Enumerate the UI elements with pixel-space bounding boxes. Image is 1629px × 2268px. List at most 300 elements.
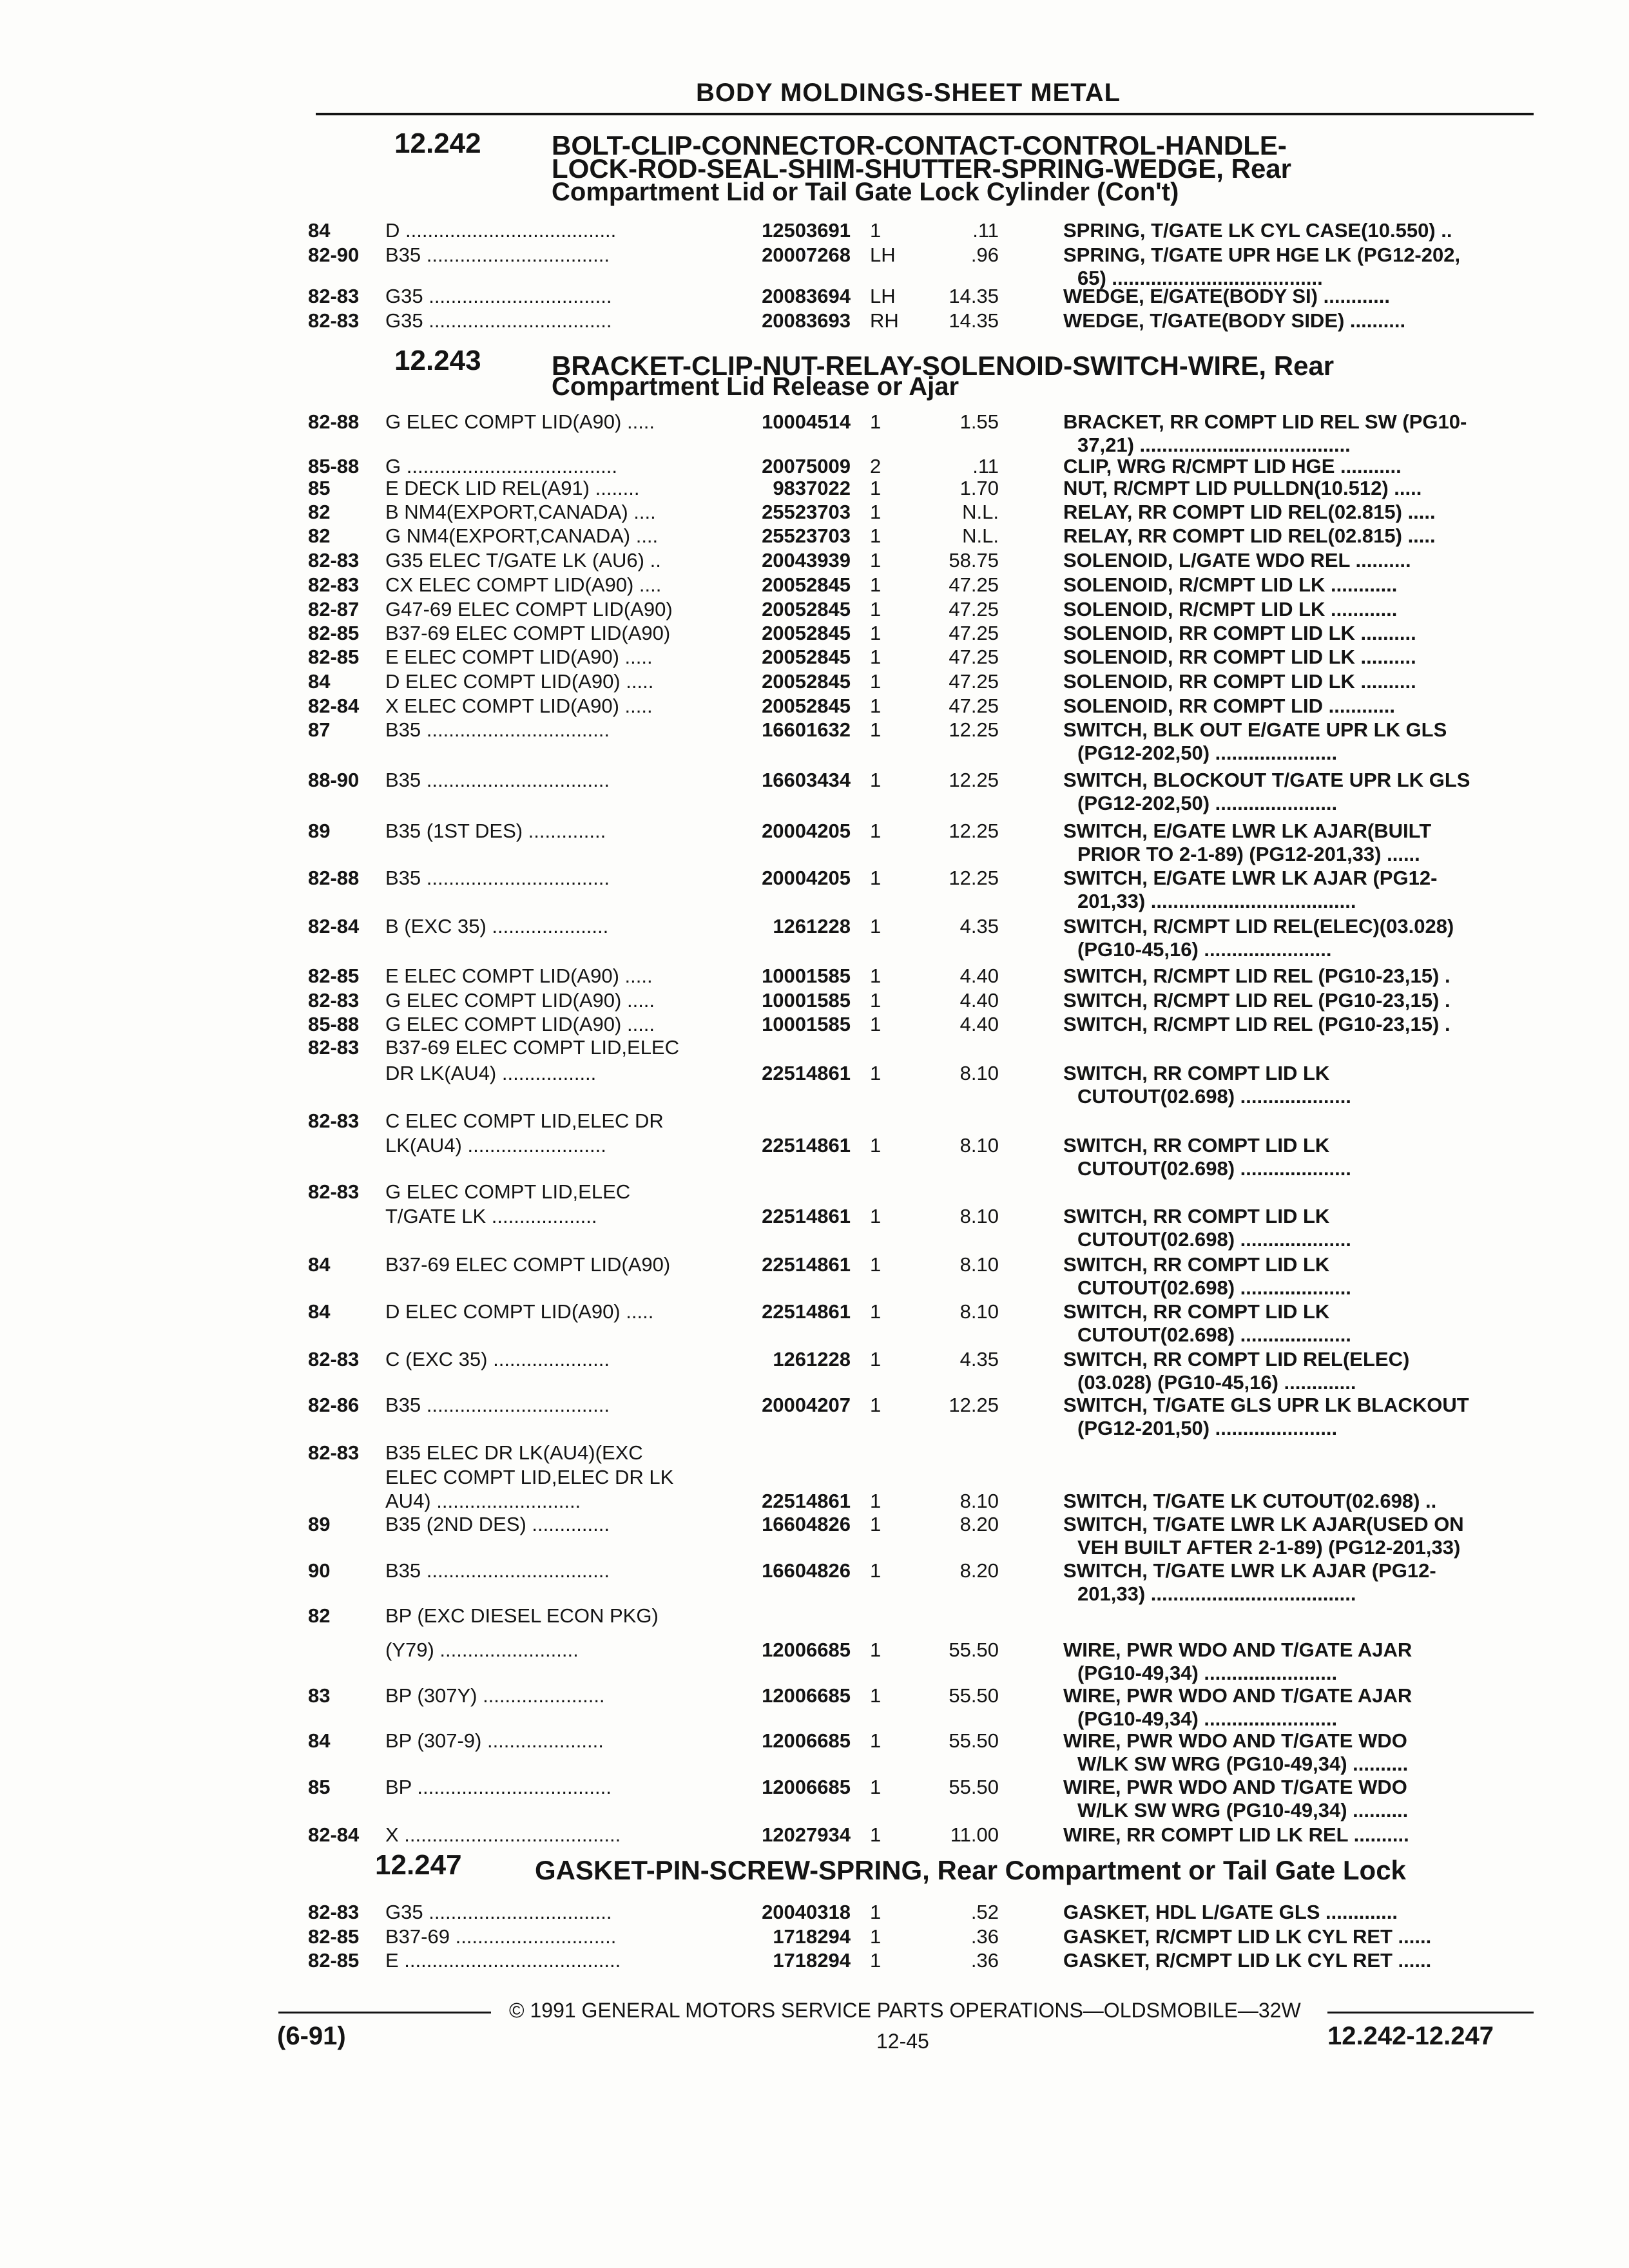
part-row: [0, 1348, 1629, 1394]
part-qty: 1: [870, 670, 882, 693]
part-code: G35 .................................: [385, 285, 612, 307]
part-price: 4.40: [959, 1013, 999, 1035]
part-qty: 1: [870, 1559, 882, 1582]
part-code: G35 .................................: [385, 1901, 612, 1923]
part-pn: 16604826: [762, 1513, 851, 1535]
part-code: BP (307-9) .....................: [385, 1729, 604, 1752]
part-desc: SWITCH, RR COMPT LID REL(ELEC): [1063, 1348, 1410, 1370]
part-row: [0, 219, 1629, 245]
part-row: [0, 915, 1629, 961]
part-desc: GASKET, R/CMPT LID LK CYL RET ......: [1063, 1925, 1432, 1948]
part-qty: 1: [870, 646, 882, 668]
part-code: D ......................................: [385, 219, 617, 242]
part-pn: 22514861: [762, 1490, 851, 1512]
part-qty: 1: [870, 867, 882, 889]
part-code: B NM4(EXPORT,CANADA) ....: [385, 501, 656, 523]
part-pn: 9837022: [773, 477, 851, 499]
part-price: 12.25: [949, 718, 999, 741]
section-title-line: GASKET-PIN-SCREW-SPRING, Rear Compartment or Tail Gate Lock: [535, 1855, 1406, 1885]
part-price: .36: [970, 1949, 999, 1972]
part-pn: 10001585: [762, 989, 851, 1012]
part-code: (Y79) .........................: [385, 1639, 579, 1661]
part-pn: 1261228: [773, 915, 851, 937]
part-price: 4.40: [959, 989, 999, 1012]
part-price: 1.55: [959, 410, 999, 433]
part-price: 8.10: [959, 1490, 999, 1512]
part-desc-continued: (PG10-49,34) ........................: [1077, 1662, 1338, 1684]
part-y: 84: [308, 1300, 331, 1323]
part-row: [0, 1180, 1629, 1206]
part-y: 85: [308, 1776, 331, 1798]
part-code: D ELEC COMPT LID(A90) .....: [385, 670, 654, 693]
part-row: [0, 1441, 1629, 1467]
part-y: 82-85: [308, 1925, 360, 1948]
part-y: 84: [308, 1729, 331, 1752]
part-code: B37-69 ELEC COMPT LID,ELEC: [385, 1036, 679, 1059]
part-y: 82-83: [308, 1110, 360, 1132]
part-desc: WEDGE, T/GATE(BODY SIDE) ..........: [1063, 309, 1406, 332]
part-row: [0, 1639, 1629, 1684]
part-row: [0, 477, 1629, 503]
part-pn: 20075009: [762, 455, 851, 477]
part-desc-continued: 65) ......................................: [1077, 267, 1323, 289]
part-y: 82-83: [308, 549, 360, 572]
part-desc-continued: 37,21) ......................................: [1077, 434, 1351, 456]
part-y: 82-83: [308, 573, 360, 596]
part-price: 8.10: [959, 1253, 999, 1276]
part-y: 82-86: [308, 1394, 360, 1416]
part-price: 8.20: [959, 1513, 999, 1535]
part-y: 82-88: [308, 867, 360, 889]
part-qty: 1: [870, 915, 882, 937]
part-row: [0, 1901, 1629, 1927]
part-row: [0, 646, 1629, 671]
page-number: 12-45: [876, 2030, 929, 2053]
part-pn: 20040318: [762, 1901, 851, 1923]
part-desc: WIRE, PWR WDO AND T/GATE WDO: [1063, 1729, 1407, 1752]
part-price: 55.50: [949, 1639, 999, 1661]
part-y: 82-83: [308, 1901, 360, 1923]
part-code: B35 .................................: [385, 718, 610, 741]
part-desc-continued: CUTOUT(02.698) ....................: [1077, 1157, 1351, 1180]
footer-rule-left: [278, 2012, 491, 2013]
part-y: 82-84: [308, 915, 360, 937]
part-desc: WIRE, PWR WDO AND T/GATE WDO: [1063, 1776, 1407, 1798]
part-row: [0, 1729, 1629, 1775]
part-code: G35 .................................: [385, 309, 612, 332]
part-qty: 1: [870, 622, 882, 644]
part-pn: 20004205: [762, 820, 851, 842]
part-row: [0, 501, 1629, 526]
part-pn: 1261228: [773, 1348, 851, 1370]
part-qty: 1: [870, 477, 882, 499]
part-price: 12.25: [949, 820, 999, 842]
part-qty: 1: [870, 549, 882, 572]
part-pn: 20004207: [762, 1394, 851, 1416]
part-qty: 1: [870, 1394, 882, 1416]
part-pn: 12006685: [762, 1776, 851, 1798]
part-qty: 1: [870, 524, 882, 547]
part-price: 12.25: [949, 867, 999, 889]
part-y: 82-83: [308, 1180, 360, 1203]
part-desc: SWITCH, T/GATE LWR LK AJAR(USED ON: [1063, 1513, 1464, 1535]
part-price: N.L.: [962, 524, 999, 547]
footer-date: (6-91): [277, 2022, 346, 2050]
part-qty: 1: [870, 1134, 882, 1157]
section-title-line: BRACKET-CLIP-NUT-RELAY-SOLENOID-SWITCH-WIRE, Rear: [552, 351, 1335, 381]
part-desc-continued: (PG12-202,50) ......................: [1077, 792, 1338, 814]
part-row: [0, 1110, 1629, 1135]
part-desc: SWITCH, RR COMPT LID LK: [1063, 1300, 1330, 1323]
part-desc-continued: (PG12-201,50) ......................: [1077, 1417, 1338, 1439]
part-y: 84: [308, 1253, 331, 1276]
part-qty: 1: [870, 1639, 882, 1661]
part-y: 82-83: [308, 1441, 360, 1464]
part-qty: 1: [870, 718, 882, 741]
part-price: 14.35: [949, 285, 999, 307]
part-row: [0, 1925, 1629, 1951]
part-row: [0, 1134, 1629, 1180]
part-qty: 1: [870, 1823, 882, 1846]
part-y: 89: [308, 1513, 331, 1535]
part-desc: SWITCH, BLK OUT E/GATE UPR LK GLS: [1063, 718, 1447, 741]
part-qty: 1: [870, 1925, 882, 1948]
part-pn: 20052845: [762, 598, 851, 620]
part-y: 82-85: [308, 646, 360, 668]
part-desc: WEDGE, E/GATE(BODY SI) ............: [1063, 285, 1390, 307]
part-qty: 1: [870, 410, 882, 433]
part-y: 82-84: [308, 695, 360, 717]
part-pn: 16601632: [762, 718, 851, 741]
part-y: 82-83: [308, 285, 360, 307]
part-qty: 1: [870, 820, 882, 842]
part-y: 83: [308, 1684, 331, 1707]
part-price: .36: [970, 1925, 999, 1948]
part-code: E DECK LID REL(A91) ........: [385, 477, 640, 499]
part-pn: 20052845: [762, 695, 851, 717]
part-desc-continued: W/LK SW WRG (PG10-49,34) ..........: [1077, 1753, 1409, 1775]
part-qty: 1: [870, 1729, 882, 1752]
part-code: B35 .................................: [385, 769, 610, 791]
part-y: 82: [308, 501, 331, 523]
part-code: X .......................................: [385, 1823, 621, 1846]
part-qty: 1: [870, 1013, 882, 1035]
part-price: 1.70: [959, 477, 999, 499]
part-row: [0, 524, 1629, 550]
part-price: 8.20: [959, 1559, 999, 1582]
part-code: B37-69 ELEC COMPT LID(A90): [385, 622, 671, 644]
part-row: [0, 410, 1629, 456]
part-row: [0, 670, 1629, 696]
part-qty: 1: [870, 695, 882, 717]
part-code: B35 (1ST DES) ..............: [385, 820, 606, 842]
part-price: 47.25: [949, 695, 999, 717]
part-desc: SPRING, T/GATE UPR HGE LK (PG12-202,: [1063, 244, 1461, 266]
part-pn: 20052845: [762, 573, 851, 596]
part-code: E .......................................: [385, 1949, 621, 1972]
part-pn: 20004205: [762, 867, 851, 889]
part-pn: 20052845: [762, 670, 851, 693]
part-code: T/GATE LK ...................: [385, 1205, 597, 1227]
section-number: 12.247: [375, 1849, 462, 1881]
part-row: [0, 573, 1629, 599]
part-desc: SOLENOID, RR COMPT LID LK ..........: [1063, 646, 1416, 668]
part-desc: BRACKET, RR COMPT LID REL SW (PG10-: [1063, 410, 1467, 433]
part-desc: SWITCH, T/GATE GLS UPR LK BLACKOUT: [1063, 1394, 1469, 1416]
part-desc: WIRE, RR COMPT LID LK REL ..........: [1063, 1823, 1409, 1846]
part-qty: 1: [870, 1949, 882, 1972]
part-pn: 20083694: [762, 285, 851, 307]
part-row: [0, 1466, 1629, 1492]
part-row: [0, 1513, 1629, 1559]
part-desc: SWITCH, R/CMPT LID REL (PG10-23,15) .: [1063, 1013, 1451, 1035]
part-price: 4.35: [959, 915, 999, 937]
part-row: [0, 1776, 1629, 1821]
part-code: C (EXC 35) .....................: [385, 1348, 610, 1370]
part-qty: 1: [870, 598, 882, 620]
part-pn: 16603434: [762, 769, 851, 791]
part-y: 84: [308, 219, 331, 242]
part-desc: SWITCH, RR COMPT LID LK: [1063, 1134, 1330, 1157]
part-desc: SOLENOID, R/CMPT LID LK ............: [1063, 573, 1398, 596]
part-code: G ......................................: [385, 455, 618, 477]
part-desc: SWITCH, E/GATE LWR LK AJAR(BUILT: [1063, 820, 1432, 842]
part-desc: GASKET, HDL L/GATE GLS .............: [1063, 1901, 1398, 1923]
part-desc: SWITCH, R/CMPT LID REL (PG10-23,15) .: [1063, 965, 1451, 987]
page-range: 12.242-12.247: [1327, 2022, 1494, 2050]
part-qty: 1: [870, 1062, 882, 1084]
part-qty: LH: [870, 244, 896, 266]
part-code: B35 (2ND DES) ..............: [385, 1513, 610, 1535]
part-row: [0, 1300, 1629, 1346]
part-price: 47.25: [949, 646, 999, 668]
part-row: [0, 309, 1629, 335]
part-desc: SWITCH, E/GATE LWR LK AJAR (PG12-: [1063, 867, 1438, 889]
part-code: B35 .................................: [385, 1394, 610, 1416]
part-code: G47-69 ELEC COMPT LID(A90): [385, 598, 673, 620]
part-code: G NM4(EXPORT,CANADA) ....: [385, 524, 659, 547]
part-row: [0, 244, 1629, 289]
part-row: [0, 1253, 1629, 1299]
part-desc-continued: 201,33) .....................................: [1077, 1582, 1356, 1605]
section-number: 12.243: [394, 345, 481, 376]
part-row: [0, 769, 1629, 814]
part-row: [0, 718, 1629, 764]
part-price: .96: [970, 244, 999, 266]
part-qty: LH: [870, 285, 896, 307]
part-y: 82-83: [308, 1036, 360, 1059]
part-desc: SOLENOID, L/GATE WDO REL ..........: [1063, 549, 1411, 572]
part-code: BP (EXC DIESEL ECON PKG): [385, 1604, 659, 1627]
part-price: .11: [972, 455, 999, 477]
part-y: 85-88: [308, 1013, 360, 1035]
part-row: [0, 1036, 1629, 1062]
part-row: [0, 989, 1629, 1015]
part-row: [0, 965, 1629, 990]
part-qty: 1: [870, 1300, 882, 1323]
part-y: 82: [308, 1604, 331, 1627]
part-desc: WIRE, PWR WDO AND T/GATE AJAR: [1063, 1639, 1412, 1661]
part-desc-continued: VEH BUILT AFTER 2-1-89) (PG12-201,33): [1077, 1536, 1461, 1559]
part-y: 82-83: [308, 989, 360, 1012]
part-row: [0, 622, 1629, 648]
part-row: [0, 549, 1629, 575]
part-y: 87: [308, 718, 331, 741]
part-code: B (EXC 35) .....................: [385, 915, 609, 937]
part-qty: 1: [870, 1348, 882, 1370]
part-desc: SOLENOID, RR COMPT LID LK ..........: [1063, 622, 1416, 644]
part-price: 4.40: [959, 965, 999, 987]
part-row: [0, 1490, 1629, 1515]
part-desc-continued: CUTOUT(02.698) ....................: [1077, 1323, 1351, 1346]
part-y: 82-84: [308, 1823, 360, 1846]
part-code: G ELEC COMPT LID(A90) .....: [385, 1013, 655, 1035]
part-pn: 22514861: [762, 1134, 851, 1157]
part-y: 85: [308, 477, 331, 499]
part-pn: 22514861: [762, 1062, 851, 1084]
part-price: 12.25: [949, 1394, 999, 1416]
part-desc: RELAY, RR COMPT LID REL(02.815) .....: [1063, 524, 1436, 547]
part-row: [0, 695, 1629, 720]
part-pn: 10004514: [762, 410, 851, 433]
part-row: [0, 1205, 1629, 1251]
part-code: BP ...................................: [385, 1776, 612, 1798]
part-row: [0, 867, 1629, 912]
part-y: 82-85: [308, 965, 360, 987]
part-pn: 20007268: [762, 244, 851, 266]
part-code: G ELEC COMPT LID(A90) .....: [385, 410, 655, 433]
part-pn: 22514861: [762, 1253, 851, 1276]
part-row: [0, 598, 1629, 624]
part-desc: SWITCH, RR COMPT LID LK: [1063, 1062, 1330, 1084]
part-desc: SWITCH, T/GATE LWR LK AJAR (PG12-: [1063, 1559, 1436, 1582]
part-qty: 1: [870, 1253, 882, 1276]
part-qty: 1: [870, 219, 882, 242]
part-pn: 20052845: [762, 646, 851, 668]
part-pn: 22514861: [762, 1205, 851, 1227]
part-code: X ELEC COMPT LID(A90) .....: [385, 695, 653, 717]
part-y: 82-87: [308, 598, 360, 620]
part-pn: 16604826: [762, 1559, 851, 1582]
part-row: [0, 285, 1629, 311]
part-qty: 1: [870, 769, 882, 791]
section-title-line: LOCK-ROD-SEAL-SHIM-SHUTTER-SPRING-WEDGE, Rear: [552, 153, 1292, 184]
part-price: 55.50: [949, 1684, 999, 1707]
part-qty: 1: [870, 965, 882, 987]
part-code: C ELEC COMPT LID,ELEC DR: [385, 1110, 664, 1132]
part-desc-continued: (PG10-45,16) .......................: [1077, 938, 1332, 961]
part-desc: SWITCH, RR COMPT LID LK: [1063, 1205, 1330, 1227]
part-desc: RELAY, RR COMPT LID REL(02.815) .....: [1063, 501, 1436, 523]
part-desc: SWITCH, R/CMPT LID REL(ELEC)(03.028): [1063, 915, 1454, 937]
part-pn: 12006685: [762, 1729, 851, 1752]
part-pn: 12503691: [762, 219, 851, 242]
part-desc-continued: CUTOUT(02.698) ....................: [1077, 1085, 1351, 1108]
part-price: N.L.: [962, 501, 999, 523]
part-row: [0, 1394, 1629, 1439]
part-row: [0, 1823, 1629, 1849]
part-price: .52: [970, 1901, 999, 1923]
part-pn: 12006685: [762, 1639, 851, 1661]
part-price: 14.35: [949, 309, 999, 332]
part-pn: 12027934: [762, 1823, 851, 1846]
part-desc-continued: PRIOR TO 2-1-89) (PG12-201,33) ......: [1077, 843, 1420, 865]
part-code: D ELEC COMPT LID(A90) .....: [385, 1300, 654, 1323]
part-row: [0, 820, 1629, 865]
part-code: CX ELEC COMPT LID(A90) ....: [385, 573, 662, 596]
footer-rule-right: [1327, 2012, 1534, 2013]
part-qty: 1: [870, 1901, 882, 1923]
part-desc-continued: CUTOUT(02.698) ....................: [1077, 1276, 1351, 1299]
part-code: B35 .................................: [385, 1559, 610, 1582]
part-price: 55.50: [949, 1729, 999, 1752]
part-code: B35 .................................: [385, 244, 610, 266]
part-price: 58.75: [949, 549, 999, 572]
part-price: 11.00: [950, 1823, 999, 1846]
part-pn: 20043939: [762, 549, 851, 572]
header-rule: [316, 113, 1534, 115]
part-y: 85-88: [308, 455, 360, 477]
part-price: 8.10: [959, 1300, 999, 1323]
part-pn: 25523703: [762, 524, 851, 547]
section-number: 12.242: [394, 128, 481, 159]
part-qty: 2: [870, 455, 882, 477]
part-code: B37-69 .............................: [385, 1925, 617, 1948]
part-pn: 10001585: [762, 1013, 851, 1035]
part-desc-continued: CUTOUT(02.698) ....................: [1077, 1228, 1351, 1251]
part-code: G35 ELEC T/GATE LK (AU6) ..: [385, 549, 661, 572]
part-desc: GASKET, R/CMPT LID LK CYL RET ......: [1063, 1949, 1432, 1972]
part-pn: 10001585: [762, 965, 851, 987]
part-pn: 12006685: [762, 1684, 851, 1707]
part-qty: 1: [870, 573, 882, 596]
part-qty: 1: [870, 1776, 882, 1798]
part-pn: 20052845: [762, 622, 851, 644]
part-y: 84: [308, 670, 331, 693]
part-desc: CLIP, WRG R/CMPT LID HGE ...........: [1063, 455, 1402, 477]
part-pn: 20083693: [762, 309, 851, 332]
page-header-title: BODY MOLDINGS-SHEET METAL: [696, 79, 1121, 107]
part-price: 47.25: [949, 622, 999, 644]
part-y: 82-83: [308, 309, 360, 332]
part-y: 82: [308, 524, 331, 547]
part-price: 47.25: [949, 670, 999, 693]
section-title-line: BOLT-CLIP-CONNECTOR-CONTACT-CONTROL-HANDLE-: [552, 130, 1287, 160]
part-code: B35 .................................: [385, 867, 610, 889]
part-qty: 1: [870, 1684, 882, 1707]
part-desc-continued: (PG10-49,34) ........................: [1077, 1707, 1338, 1730]
part-y: 82-85: [308, 1949, 360, 1972]
part-price: 47.25: [949, 573, 999, 596]
part-row: [0, 1949, 1629, 1975]
part-y: 89: [308, 820, 331, 842]
part-y: 82-90: [308, 244, 360, 266]
part-desc: SOLENOID, RR COMPT LID LK ..........: [1063, 670, 1416, 693]
section-title-line: Compartment Lid or Tail Gate Lock Cylinder (Con't): [552, 178, 1179, 206]
part-code: E ELEC COMPT LID(A90) .....: [385, 646, 653, 668]
part-price: 4.35: [959, 1348, 999, 1370]
part-code: G ELEC COMPT LID(A90) .....: [385, 989, 655, 1012]
part-code: B35 ELEC DR LK(AU4)(EXC: [385, 1441, 643, 1464]
part-qty: 1: [870, 1205, 882, 1227]
part-desc: SOLENOID, R/CMPT LID LK ............: [1063, 598, 1398, 620]
part-code: DR LK(AU4) .................: [385, 1062, 597, 1084]
part-qty: 1: [870, 989, 882, 1012]
part-qty: 1: [870, 1490, 882, 1512]
part-desc: SOLENOID, RR COMPT LID ............: [1063, 695, 1395, 717]
part-y: 82-85: [308, 622, 360, 644]
part-price: 8.10: [959, 1134, 999, 1157]
